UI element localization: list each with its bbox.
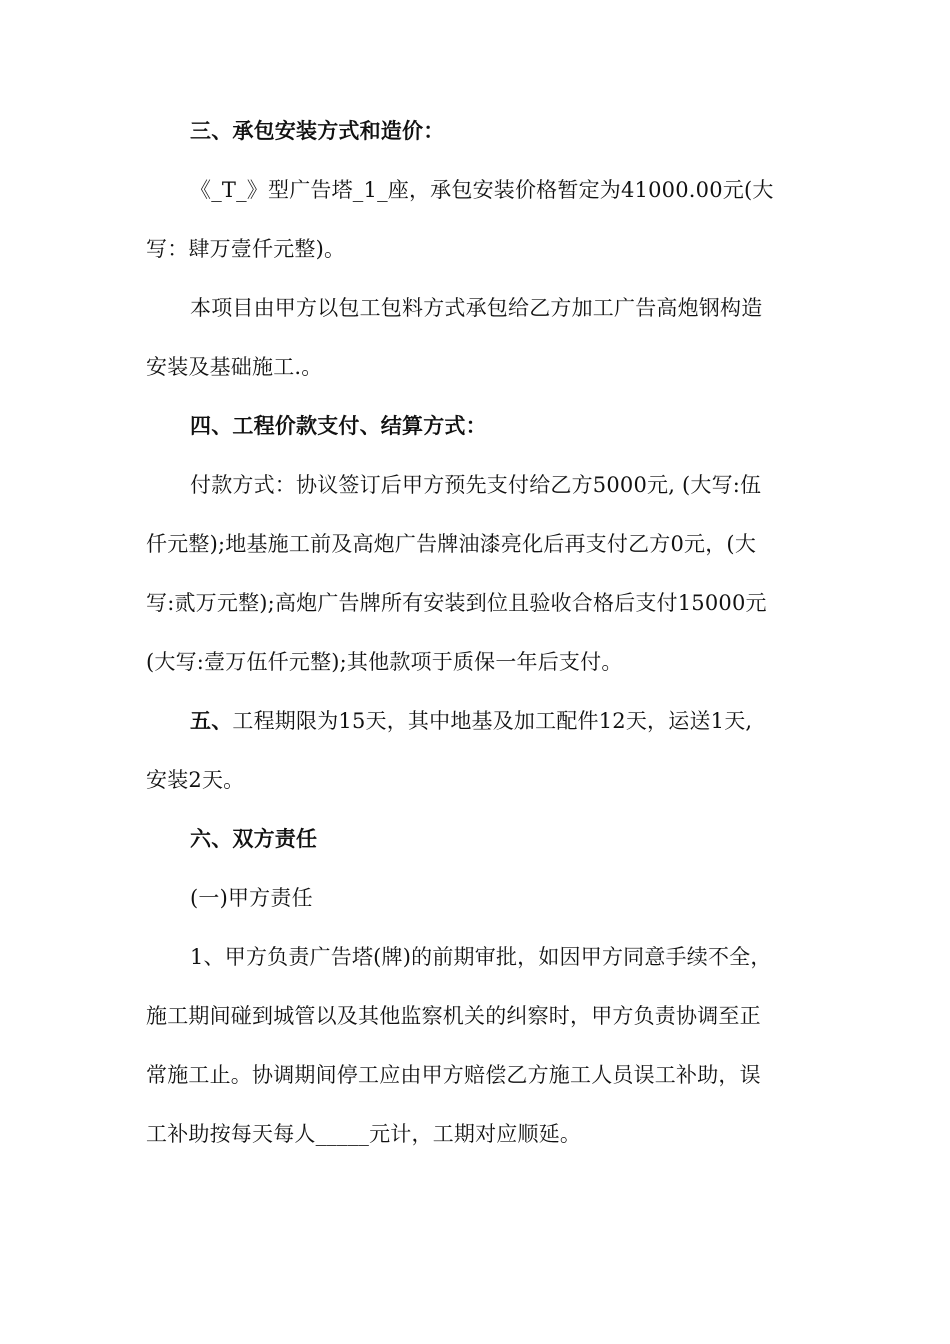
paragraph-line: 工补助按每天每人_____元计，工期对应顺延。 <box>146 1122 582 1146</box>
paragraph-line: 安装2天。 <box>146 768 245 792</box>
section-5-text: 工程期限为15天，其中地基及加工配件12天，运送1天, <box>232 709 753 733</box>
section-5-number: 五、 <box>190 708 233 733</box>
paragraph-line: 安装及基础施工.。 <box>146 355 323 379</box>
subsection-heading: (一)甲方责任 <box>190 886 313 910</box>
paragraph-line: 写:贰万元整);高炮广告牌所有安装到位且验收合格后支付15000元 <box>146 591 767 615</box>
paragraph-line: 施工期间碰到城管以及其他监察机关的纠察时，甲方负责协调至正 <box>146 1004 761 1028</box>
paragraph-line: 1、甲方负责广告塔(牌)的前期审批，如因甲方同意手续不全， <box>190 945 772 969</box>
paragraph-line: 写：肆万壹仟元整)。 <box>146 237 346 261</box>
paragraph-line: 仟元整);地基施工前及高炮广告牌油漆亮化后再支付乙方0元，(大 <box>146 532 757 556</box>
paragraph-line: 常施工止。协调期间停工应由甲方赔偿乙方施工人员误工补助，误 <box>146 1063 761 1087</box>
paragraph-line: (大写:壹万伍仟元整);其他款项于质保一年后支付。 <box>146 650 623 674</box>
section-4-heading: 四、工程价款支付、结算方式： <box>190 413 487 438</box>
paragraph-line: 《_T_》型广告塔_1_座，承包安装价格暂定为41000.00元(大 <box>190 178 774 202</box>
section-3-heading: 三、承包安装方式和造价： <box>190 118 445 143</box>
section-5-line <box>190 706 806 736</box>
section-6-heading: 六、双方责任 <box>190 826 318 851</box>
paragraph-line: 付款方式：协议签订后甲方预先支付给乙方5000元, (大写:伍 <box>190 473 762 497</box>
paragraph-line: 本项目由甲方以包工包料方式承包给乙方加工广告高炮钢构造 <box>190 296 763 320</box>
